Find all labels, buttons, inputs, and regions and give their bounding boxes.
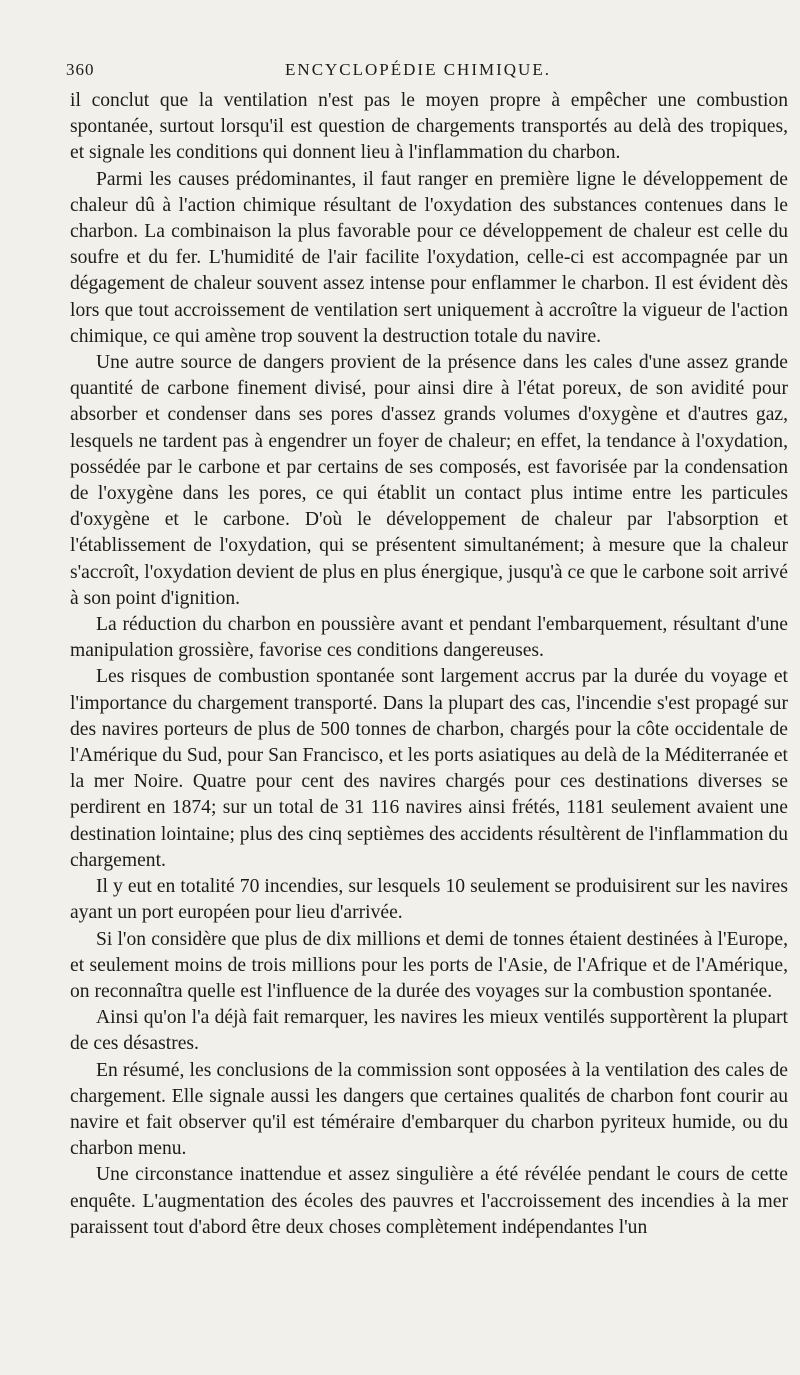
paragraph: Une circonstance inattendue et assez singulière a été révélée pendant le cours de cette enquête. L'augmentation des écoles des pauvres et l'accroissement des incendies à la mer paraissent tout d'abord être deux choses complètement indépendantes l'un <box>70 1164 788 1238</box>
running-header <box>66 60 770 86</box>
paragraph: Ainsi qu'on l'a déjà fait remarquer, les navires les mieux ventilés supportèrent la plupart de ces désastres. <box>70 1007 788 1055</box>
paragraph: Une autre source de dangers provient de la présence dans les cales d'une assez grande quantité de carbone finement divisé, pour ainsi dire à l'état poreux, de son avidité pour absorber et condenser dans ses pores d'assez grands volumes d'oxygène et d'autres gaz, lesquels ne tardent pas à engendrer un foyer de chaleur; en effet, la tendance à l'oxydation, possédée par le carbone et par certains de ses composés, est favorisée par la condensation de l'oxygène dans les pores, ce qui établit un contact plus intime entre les particules d'oxygène et le carbone. D'où le développement de chaleur par l'absorption et l'établissement de l'oxydation, qui se présentent simultanément; à mesure que la chaleur s'accroît, l'oxydation devient de plus en plus énergique, jusqu'à ce que le carbone soit arrivé à son point d'ignition. <box>70 352 788 609</box>
paragraph: Si l'on considère que plus de dix millions et demi de tonnes étaient destinées à l'Europe, et seulement moins de trois millions pour les ports de l'Asie, de l'Afrique et de l'Amérique, on reconnaîtra quelle est l'influence de la durée des voyages sur la combustion spontanée. <box>70 928 788 1002</box>
paragraph: Les risques de combustion spontanée sont largement accrus par la durée du voyage et l'importance du chargement transporté. Dans la plupart des cas, l'incendie s'est propagé sur des navires porteurs de plus de 500 tonnes de charbon, chargés pour la côte occidentale de l'Amérique du Sud, pour San Francisco, et les ports asiatiques au delà de la Méditerranée et la mer Noire. Quatre pour cent des navires chargés pour ces destinations diverses se perdirent en 1874; sur un total de 31 116 navires ainsi frétés, 1181 seulement avaient une destination lointaine; plus des cinq septièmes des accidents résultèrent de l'inflammation du chargement. <box>70 666 788 871</box>
page-number: 360 <box>66 60 95 79</box>
paragraph: Parmi les causes prédominantes, il faut ranger en première ligne le développement de chaleur dû à l'action chimique résultant de l'oxydation des substances contenues dans le charbon. La combinaison la plus favorable pour ce développement de chaleur est celle du soufre et du fer. L'humidité de l'air facilite l'oxydation, celle-ci est accompagnée par un dégagement de chaleur souvent assez intense pour enflammer le charbon. Il est évident dès lors que tout accroissement de ventilation sert uniquement à accroître la vigueur de l'action chimique, ce qui amène trop souvent la destruction totale du navire. <box>70 168 788 347</box>
paragraph: Il y eut en totalité 70 incendies, sur lesquels 10 seulement se produisirent sur les navires ayant un port européen pour lieu d'arrivée. <box>70 876 788 924</box>
paragraph: il conclut que la ventilation n'est pas le moyen propre à empêcher une combustion spontanée, surtout lorsqu'il est question de chargements transportés au delà des tropiques, et signale les conditions qui donnent lieu à l'inflammation du charbon. <box>70 90 788 164</box>
running-title: ENCYCLOPÉDIE CHIMIQUE. <box>285 60 551 79</box>
body-text <box>70 88 788 1241</box>
paragraph: En résumé, les conclusions de la commission sont opposées à la ventilation des cales de chargement. Elle signale aussi les dangers que certaines qualités de charbon font courir au navire et fait observer qu'il est téméraire d'embarquer du charbon pyriteux humide, ou du charbon menu. <box>70 1059 788 1160</box>
paragraph: La réduction du charbon en poussière avant et pendant l'embarquement, résultant d'une manipulation grossière, favorise ces conditions dangereuses. <box>70 614 788 662</box>
